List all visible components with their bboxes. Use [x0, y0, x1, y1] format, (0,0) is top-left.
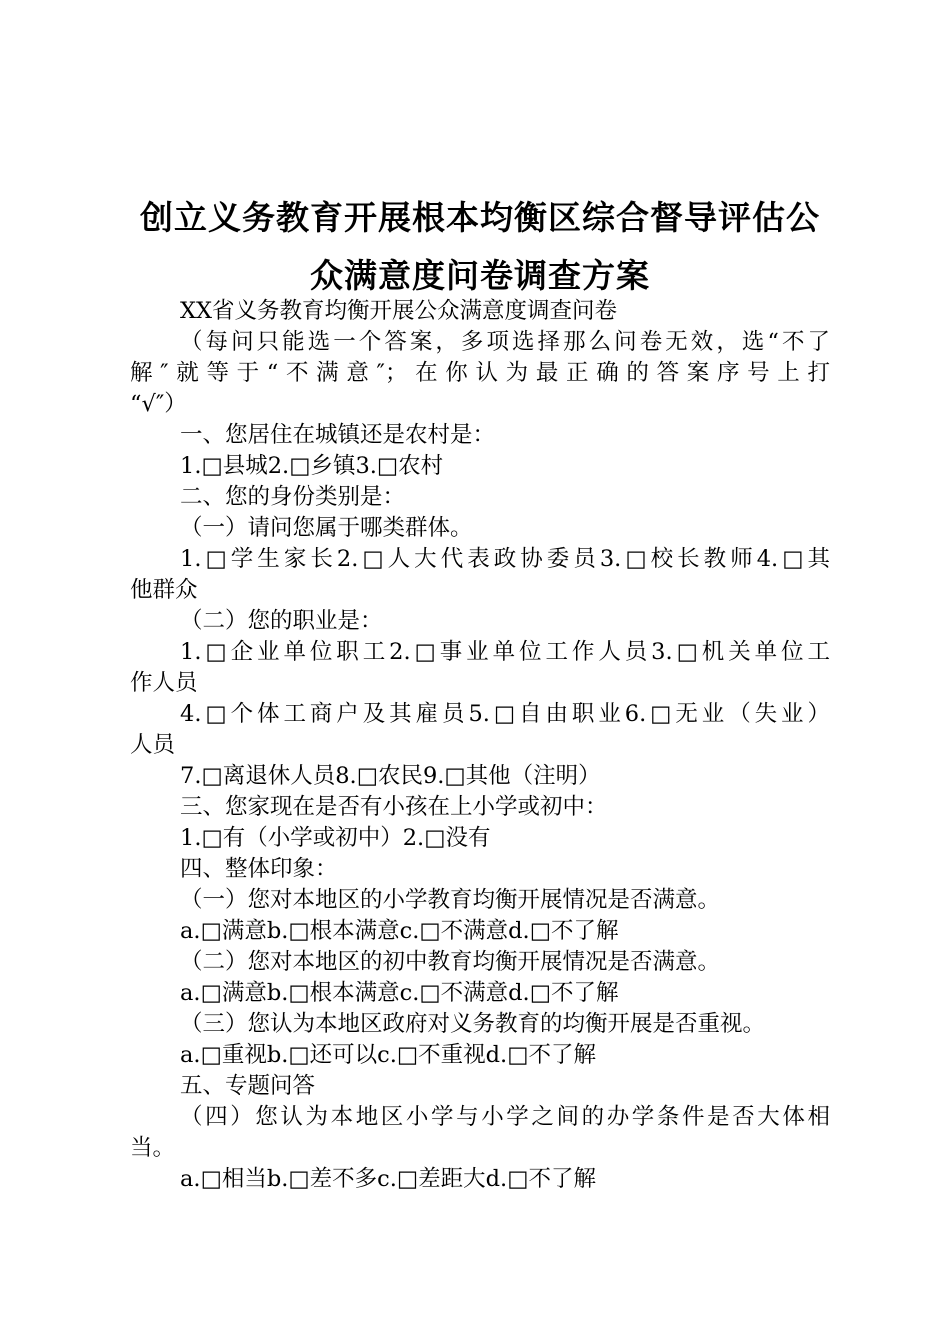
- option-line: 1.□有（小学或初中）2.□没有: [180, 825, 491, 851]
- option-line: 人员: [130, 732, 176, 758]
- question-line: 当。: [130, 1135, 176, 1161]
- document-title-line-2: 众满意度问卷调查方案: [310, 256, 650, 295]
- instruction-line: 解″就等于“不满意″；在你认为最正确的答案序号上打: [130, 360, 830, 386]
- option-line: a.□相当b.□差不多c.□差距大d.□不了解: [180, 1166, 596, 1192]
- option-line: 1.□县城2.□乡镇3.□农村: [180, 453, 444, 479]
- option-line: 作人员: [130, 670, 198, 696]
- question-line: （一）请问您属于哪类群体。: [180, 515, 473, 541]
- question-line: 一、您居住在城镇还是农村是：: [180, 422, 496, 448]
- option-line: a.□满意b.□根本满意c.□不满意d.□不了解: [180, 980, 619, 1006]
- option-line: 1.□企业单位职工2.□事业单位工作人员3.□机关单位工: [180, 639, 830, 665]
- option-line: 4.□个体工商户及其雇员5.□自由职业6.□无业（失业）: [180, 701, 830, 727]
- option-line: 他群众: [130, 577, 198, 603]
- question-line: （一）您对本地区的小学教育均衡开展情况是否满意。: [180, 887, 721, 913]
- instruction-line: “√″）: [130, 391, 187, 417]
- document-body: [130, 296, 830, 1195]
- question-line: 二、您的身份类别是：: [180, 484, 406, 510]
- question-line: （二）您的职业是：: [180, 608, 383, 634]
- option-line: a.□重视b.□还可以c.□不重视d.□不了解: [180, 1042, 596, 1068]
- section-heading: 四、整体印象：: [180, 856, 338, 882]
- question-line: （二）您对本地区的初中教育均衡开展情况是否满意。: [180, 949, 721, 975]
- question-line: （三）您认为本地区政府对义务教育的均衡开展是否重视。: [180, 1011, 766, 1037]
- survey-heading: XX省义务教育均衡开展公众满意度调查问卷: [180, 298, 618, 324]
- option-line: 1.□学生家长2.□人大代表政协委员3.□校长教师4.□其: [180, 546, 830, 572]
- instruction-line: （每问只能选一个答案，多项选择那么问卷无效，选“不了: [180, 329, 830, 355]
- question-line: （四）您认为本地区小学与小学之间的办学条件是否大体相: [180, 1104, 830, 1130]
- option-line: 7.□离退休人员8.□农民9.□其他（注明）: [180, 763, 601, 789]
- question-line: 三、您家现在是否有小孩在上小学或初中：: [180, 794, 608, 820]
- section-heading: 五、专题问答: [180, 1073, 316, 1099]
- document-title-line-1: 创立义务教育开展根本均衡区综合督导评估公: [140, 198, 820, 237]
- option-line: a.□满意b.□根本满意c.□不满意d.□不了解: [180, 918, 619, 944]
